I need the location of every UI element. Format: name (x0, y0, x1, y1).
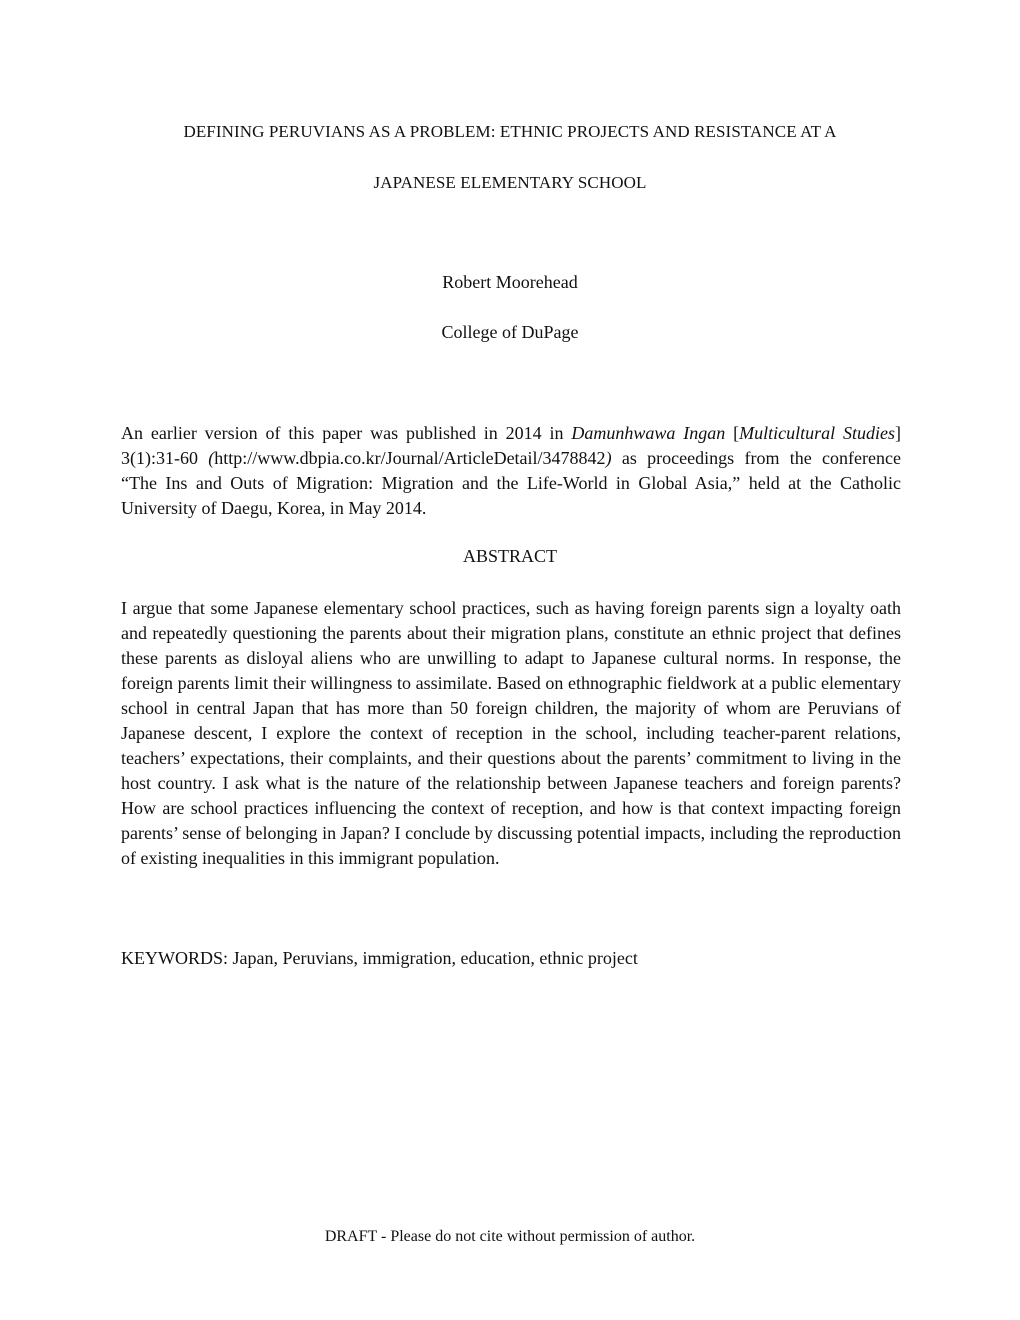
publication-note-text-3: ] 3(1):31-60 (121, 423, 901, 468)
paper-title-line-1: DEFINING PERUVIANS AS A PROBLEM: ETHNIC PROJECTS AND RESISTANCE AT A (183, 122, 837, 141)
author-name: Robert Moorehead (442, 272, 578, 292)
abstract-body: I argue that some Japanese elementary school practices, such as having foreign parents sign a loyalty oath and repeatedly questioning the parents about their migration plans, constitute an ethnic project that defines these parents as disloyal aliens who are unwilling to adapt to Japanese cultural norms. In response, the foreign parents limit their willingness to assimilate. Based on ethnographic fieldwork at a public elementary school in central Japan that has more than 50 foreign children, the majority of whom are Peruvians of Japanese descent, I explore the context of reception in the school, including teacher-parent relations, teachers’ expectations, their complaints, and their questions about the parents’ commitment to living in the host country. I ask what is the nature of the relationship between Japanese teachers and foreign parents? How are school practices influencing the context of reception, and how is that context impacting foreign parents’ sense of belonging in Japan? I conclude by discussing potential impacts, including the reproduction of existing inequalities in this immigrant population. (121, 598, 901, 868)
journal-title: Damunhwawa Ingan (571, 423, 726, 443)
publication-note-text-1: An earlier version of this paper was published in 2014 in (121, 423, 572, 443)
draft-footer: DRAFT - Please do not cite without permission of author. (324, 1228, 696, 1245)
journal-translated-title: Multicultural Studies (739, 423, 895, 443)
publication-note (121, 421, 901, 521)
keywords: KEYWORDS: Japan, Peruvians, immigration, education, ethnic project (121, 948, 638, 968)
url-close-paren: ) (605, 448, 612, 468)
publication-note-text-2: [ (725, 423, 740, 443)
article-url[interactable]: http://www.dbpia.co.kr/Journal/ArticleDetail/3478842 (214, 448, 606, 468)
paper-title-line-2: JAPANESE ELEMENTARY SCHOOL (373, 173, 647, 192)
abstract-heading: ABSTRACT (462, 546, 558, 566)
publication-note-text-4: as proceedings from the conference “The Ins and Outs of Migration: Migration and the Life-World in Global Asia,” held at the Catholic University of Daegu, Korea, in May 2014. (121, 448, 901, 518)
author-affiliation: College of DuPage (441, 322, 579, 342)
url-open-paren: ( (208, 448, 215, 468)
